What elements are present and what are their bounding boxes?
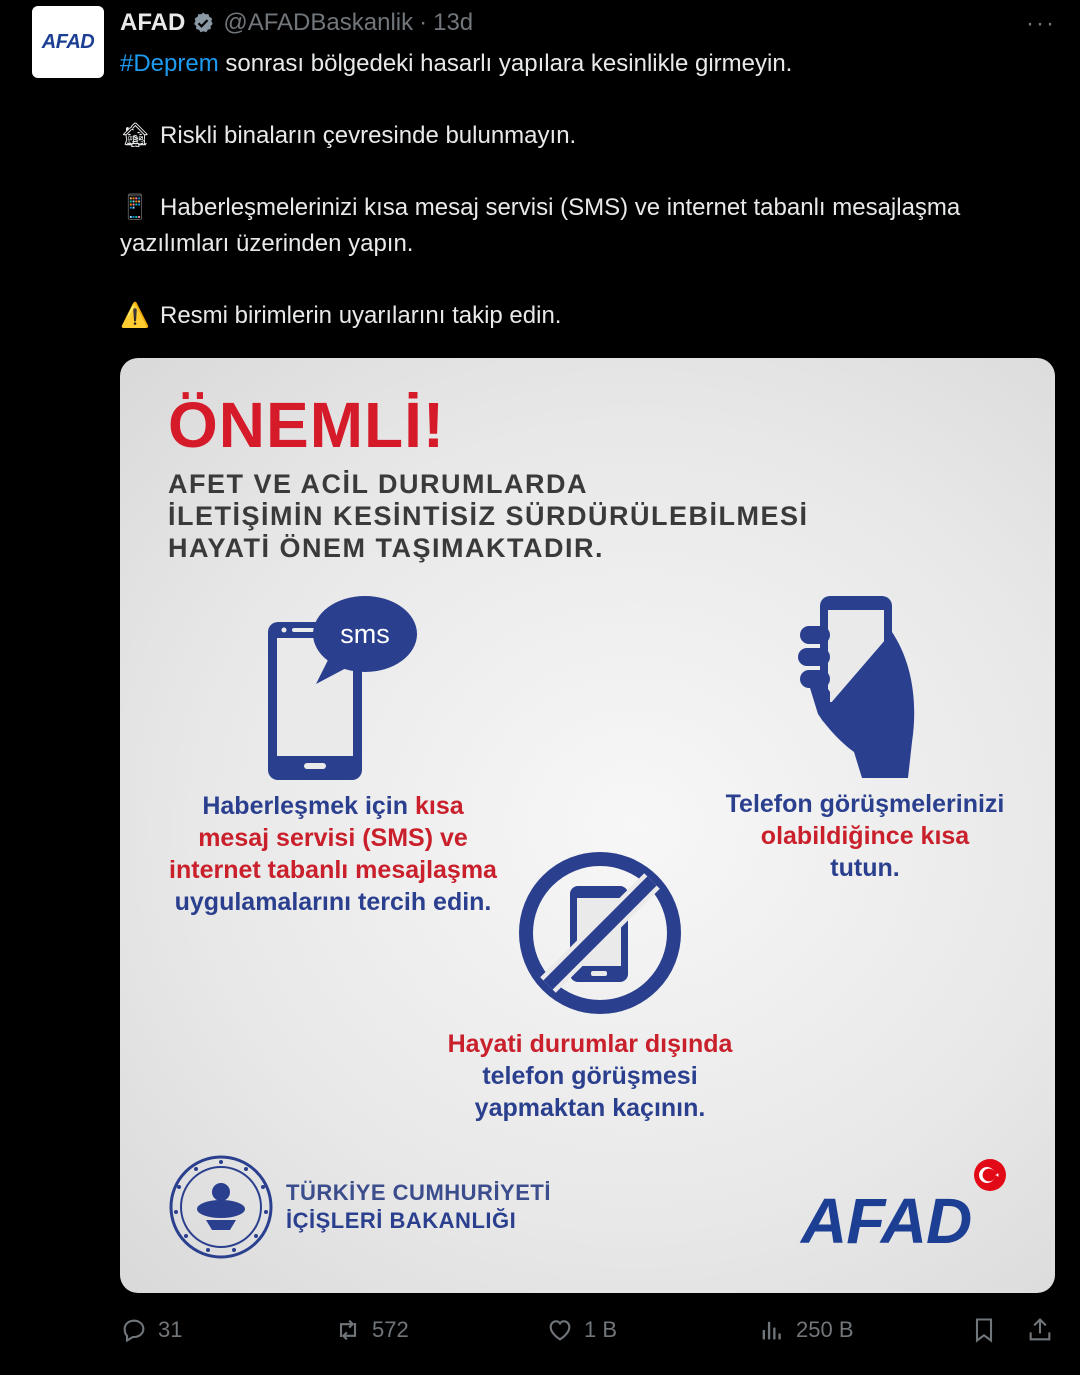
- tweet-line-3-text: Haberleşmelerinizi kısa mesaj servisi (SMS) ve internet tabanlı mesajlaşma yazılımları üzerinden yapın.: [120, 194, 961, 257]
- advice-text-red: olabildiğince kısa: [760, 822, 970, 850]
- more-options-button[interactable]: ···: [1026, 10, 1056, 37]
- ministry-seal-icon: [168, 1154, 274, 1260]
- author-handle[interactable]: @AFADBaskanlik: [223, 9, 414, 36]
- ministry-logo: [168, 1154, 551, 1260]
- advice-text-red: kısa mesaj servisi (SMS) ve internet tabanlı mesajlaşma: [169, 792, 497, 884]
- verified-badge-icon: [191, 11, 215, 35]
- phone-icon: 📱: [120, 194, 150, 221]
- reply-button[interactable]: [120, 1316, 182, 1344]
- avatar-logo-text: AFAD: [41, 30, 95, 53]
- ministry-line-2: İÇİŞLERİ BAKANLIĞI: [286, 1208, 517, 1233]
- afad-logo: [801, 1178, 1001, 1258]
- advice-text-blue: uygulamalarını tercih edin.: [174, 888, 492, 916]
- tweet-header: [120, 8, 473, 38]
- turkish-flag-icon: [973, 1158, 1007, 1192]
- tweet-text: [120, 46, 1050, 370]
- heart-icon: [546, 1316, 574, 1344]
- card-subtitle: [168, 468, 809, 564]
- house-icon: 🏚: [120, 122, 151, 149]
- sms-bubble-text: sms: [340, 619, 390, 649]
- no-phone-icon: [515, 848, 685, 1018]
- view-count: 250 B: [796, 1317, 854, 1342]
- advice-text-blue: telefon görüşmesi yapmaktan kaçının.: [474, 1062, 706, 1122]
- share-icon: [1026, 1316, 1054, 1344]
- author-name[interactable]: AFAD: [120, 9, 186, 36]
- sms-advice-text: [168, 790, 498, 918]
- call-short-advice-text: [720, 788, 1010, 884]
- tweet-line-3: [120, 190, 1050, 262]
- bookmark-button[interactable]: [970, 1316, 1008, 1344]
- tweet-line-4-text: Resmi birimlerin uyarılarını takip edin.: [160, 302, 562, 329]
- card-subtitle-line: HAYATİ ÖNEM TAŞIMAKTADIR.: [168, 533, 605, 563]
- retweet-count: 572: [372, 1317, 409, 1342]
- analytics-icon: [758, 1316, 786, 1344]
- bookmark-icon: [970, 1316, 998, 1344]
- card-title: ÖNEMLİ!: [168, 389, 446, 461]
- hand-phone-icon: [790, 592, 930, 782]
- tweet-line-2-text: Riskli binaların çevresinde bulunmayın.: [160, 122, 577, 149]
- reply-count: 31: [158, 1317, 183, 1342]
- like-button[interactable]: [546, 1316, 617, 1344]
- tweet-line-1-text: sonrası bölgedeki hasarlı yapılara kesinlikle girmeyin.: [218, 50, 793, 77]
- card-subtitle-line: AFET VE ACİL DURUMLARDA: [168, 469, 588, 499]
- retweet-icon: [334, 1316, 362, 1344]
- reply-icon: [120, 1316, 148, 1344]
- advice-text-blue: tutun.: [830, 854, 900, 882]
- card-subtitle-line: İLETİŞİMİN KESİNTİSİZ SÜRDÜRÜLEBİLMESİ: [168, 501, 809, 531]
- advice-text-blue: Haberleşmek için: [202, 792, 415, 820]
- like-count: 1 B: [584, 1317, 618, 1342]
- hashtag-link[interactable]: #Deprem: [120, 50, 219, 77]
- ministry-name: [286, 1179, 551, 1235]
- afad-logo-text: AFAD: [801, 1185, 972, 1257]
- tweet-line-1: [120, 46, 1050, 82]
- separator-dot: ·: [419, 9, 428, 36]
- tweet-line-2: [120, 118, 1050, 154]
- avoid-calls-advice-text: [410, 1028, 770, 1124]
- ministry-line-1: TÜRKİYE CUMHURİYETİ: [286, 1180, 551, 1205]
- sms-phone-icon: [260, 594, 420, 784]
- advice-text-red: Hayati durumlar dışında: [447, 1030, 733, 1058]
- tweet-image-card[interactable]: [120, 358, 1055, 1293]
- avatar[interactable]: [32, 6, 104, 78]
- retweet-button[interactable]: [334, 1316, 409, 1344]
- advice-text-blue: Telefon görüşmelerinizi: [725, 790, 1005, 818]
- timestamp[interactable]: 13d: [433, 9, 474, 36]
- share-button[interactable]: [1026, 1316, 1064, 1344]
- views-button[interactable]: [758, 1316, 854, 1344]
- tweet-line-4: [120, 298, 1050, 334]
- tweet-actions: [0, 1316, 1080, 1356]
- warning-icon: ⚠️: [120, 302, 150, 329]
